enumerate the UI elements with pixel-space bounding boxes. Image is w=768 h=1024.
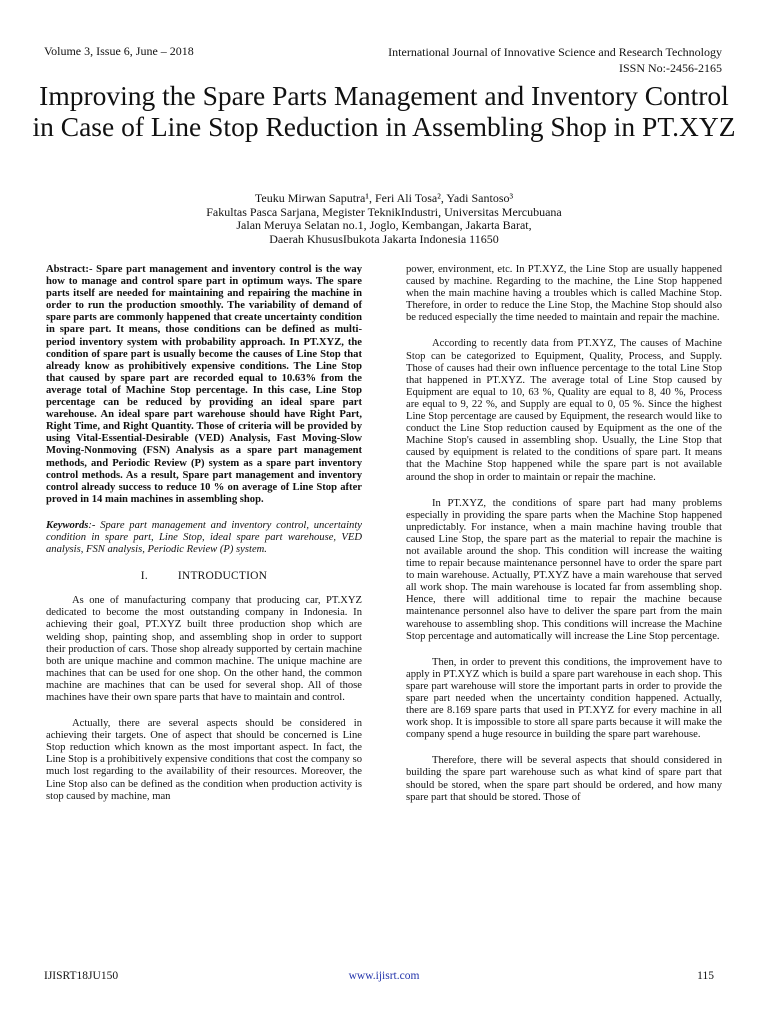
issn: ISSN No:-2456-2165 bbox=[618, 61, 722, 75]
keywords-text: :- Spare part management and inventory control, uncertainty condition in spare part, Line Stop, ideal spare part warehouse, VED analysis, FSN analysis, Periodic Review (P) system. bbox=[46, 519, 362, 556]
right-paragraph-5: Therefore, there will be several aspects that should considered in building the spare part warehouse such as what kind of spare part that should be stored, when the spare part should be ordered, and how many spare part that should be stored. Those of bbox=[406, 755, 722, 803]
page-number: 115 bbox=[697, 970, 714, 982]
left-column bbox=[46, 264, 362, 803]
right-column bbox=[406, 264, 722, 804]
author-block bbox=[0, 192, 768, 246]
right-paragraph-3: In PT.XYZ, the conditions of spare part had many problems especially in providing the spare parts when the Machine Stop happened unpredictably. For instance, when a main machine having trouble that caused Line Stop, the spare part as the material to repair the machine is not available around the shop. This condition will increase the waiting time to repair because maintenance personnel have to order the spare part to main warehouse. Actually, PT.XYZ have a main warehouse that served all work shop. The main warehouse is located far from assembling shop. Hence, there will additional time to repair the machine because maintenance personnel also have to deliver the spare part from the main warehouse to assembling shop. This conditions will increase the Machine Stop percentage and automatically will increase the Line Stop percentage. bbox=[406, 497, 722, 642]
abstract: Abstract:- Spare part management and inventory control is the way how to manage and control spare part in optimum ways. The spare parts itself are needed for maintaining and repairing the machine in order to run the production smoothly. The variability of demand of spare parts are commonly happened that create uncertainty condition in spare part. It means, those conditions can be defined as multi-period inventory system with probability approach. In PT.XYZ, the condition of spare part is usually become the causes of Line Stop that already know as prohibitively expensive conditions. The Line Stop that caused by spare part are recorded equal to 10.63% from the average total of Machine Stop percentage. In this case, Line Stop percentage can be reduced by providing an ideal spare part warehouse. An ideal spare part warehouse should have Right Part, Right Time, and Right Quantity. Those of criteria will be provided by using Vital-Essential-Desirable (VED) Analysis, Fast Moving-Slow Moving-Nonmoving (FSN) Analysis as a spare part management methods, and Periodic Review (P) system as a spare part inventory control methods. As a result, Spare part management and inventory control already success to reduce 10 % on average of Line Stop after proved in 14 main machines in assembling shop. bbox=[46, 264, 362, 505]
section-heading bbox=[46, 570, 362, 582]
keywords-label: Keywords bbox=[46, 519, 89, 531]
website-link[interactable]: www.ijisrt.com bbox=[348, 970, 420, 982]
section-title: INTRODUCTION bbox=[177, 570, 268, 583]
journal-header bbox=[388, 44, 722, 76]
paper-code: IJISRT18JU150 bbox=[44, 970, 119, 982]
author-affiliation: Fakultas Pasca Sarjana, Megister TeknikIndustri, Universitas Mercubuana bbox=[206, 204, 562, 219]
section-number: I. bbox=[140, 570, 148, 583]
author-address-line-1: Jalan Meruya Selatan no.1, Joglo, Kembangan, Jakarta Barat, bbox=[236, 218, 532, 232]
keywords bbox=[46, 520, 362, 556]
volume-issue: Volume 3, Issue 6, June – 2018 bbox=[44, 44, 194, 58]
journal-name: International Journal of Innovative Science and Research Technology bbox=[388, 45, 722, 59]
intro-paragraph-1: As one of manufacturing company that producing car, PT.XYZ dedicated to become the most outstanding company in Indonesia. In achieving their goal, PT.XYZ built three production shop which are welding shop, painting shop, and assembling shop in order to support their production of cars. Those shop already supported by certain machine both are unique machine and common machine. The unique machine are machines that can be used for one shop. On the other hand, the common machine are machines that can be used for several shop. All of those machines have their own spare parts that have to maintain and control. bbox=[46, 595, 362, 703]
author-names: Teuku Mirwan Saputra¹, Feri Ali Tosa², Yadi Santoso³ bbox=[254, 191, 514, 205]
author-address-line-2: Daerah KhususIbukota Jakarta Indonesia 11650 bbox=[269, 231, 499, 246]
paper-title: Improving the Spare Parts Management and Inventory Control in Case of Line Stop Reduction in Assembling Shop in PT.XYZ bbox=[32, 80, 736, 142]
intro-paragraph-2: Actually, there are several aspects should be considered in achieving their targets. One of aspect that should be concerned is Line Stop reduction which known as the most important aspect. In fact, the Line Stop is a prohibitively expensive conditions that cost the company so much lost regarding to the availability of their resources. Moreover, the Line Stop also can be defined as the condition when production activity is stop caused by machine, man bbox=[46, 718, 362, 802]
right-paragraph-4: Then, in order to prevent this conditions, the improvement have to apply in PT.XYZ which is build a spare part warehouse in each shop. This spare part warehouse will store the important parts in order to provide the spare part needed when the uncertainty condition happened. Actually, there are 8.169 spare parts that used in PT.XYZ for every machine in all work shop. It is impossible to store all spare parts because it will make the company spend a huge resource in building the spare part warehouse. bbox=[406, 656, 722, 741]
right-paragraph-1: power, environment, etc. In PT.XYZ, the Line Stop are usually happened caused by machine. Regarding to the machine, the Line Stop happened when the main machine having a troubles which is called Machine Stop. Therefore, in order to reduce the Line Stop, the Machine Stop should also be reduced especially the time needed to maintain and repair the machine. bbox=[406, 264, 722, 324]
right-paragraph-2: According to recently data from PT.XYZ, The causes of Machine Stop can be categorized to Equipment, Quality, Process, and Supply. Those of causes had their own influence percentage to the total Line Stop that happened in PT.XYZ. The average total of Line Stop caused by Equipment are equal to 10, 63 %, Quality are equal to 8, 40 %, Process are equal to 9, 22 %, and Supply are equal to 0, 05 %. Since the highest Line Stop percentage are caused by Equipment, the research would like to conduct the Line Stop reduction caused by Equipment as the one of the Machine Stop's caused in assembling shop. Usually, the Line Stop that caused by equipment is related to the conditions of spare part. It means that the Machine Stop happened while the spare part is not available around the shop in order to maintain or repair the machine. bbox=[406, 338, 722, 483]
